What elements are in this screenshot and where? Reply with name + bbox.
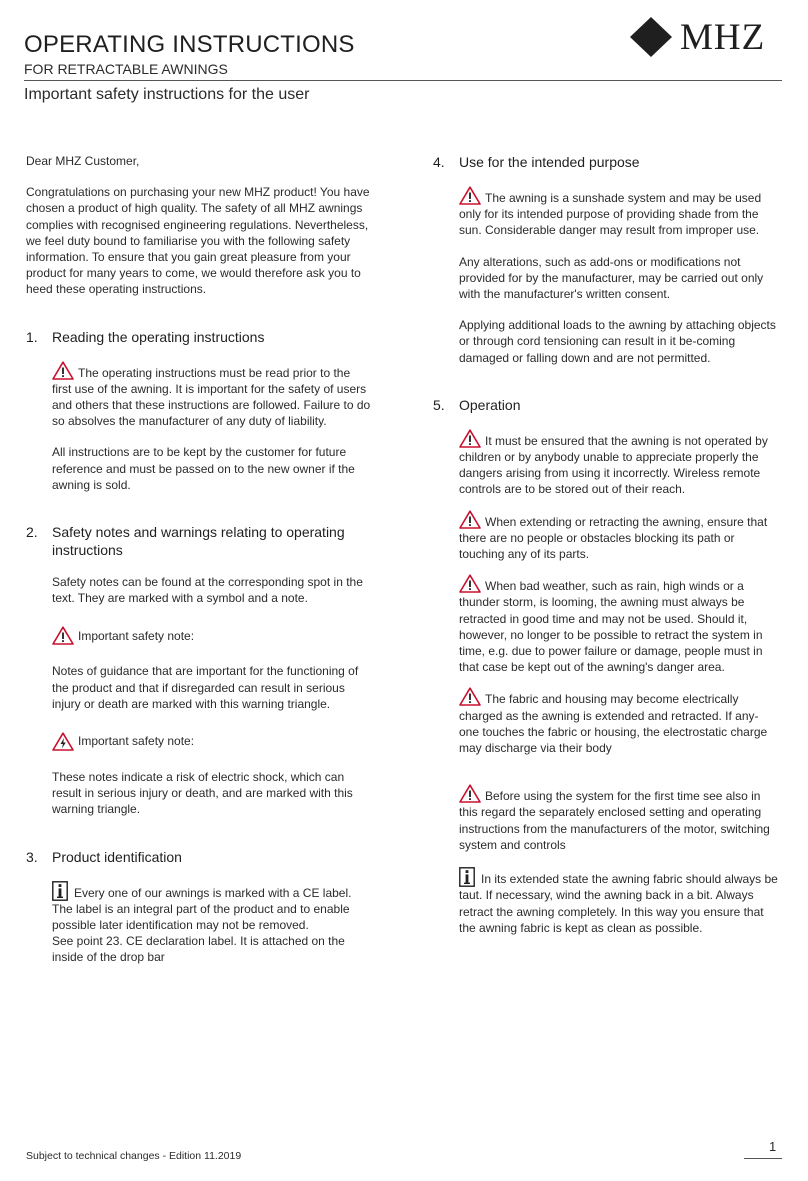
warning-triangle-icon xyxy=(459,687,481,706)
left-column xyxy=(26,153,371,981)
paragraph: All instructions are to be kept by the customer for future reference and must be passed on to the new owner if the awning is sold. xyxy=(52,445,355,492)
warning-paragraph xyxy=(459,687,778,756)
info-paragraph xyxy=(52,881,371,934)
warning-paragraph xyxy=(459,429,778,498)
info-text: In its extended state the awning fabric should always be taut. If necessary, wind the awning back in a bit. Always retract the awning completely. In this way you ensure that the awning fabric is kept as clean as possible. xyxy=(459,872,778,935)
warning-triangle-icon xyxy=(459,574,481,593)
warning-text: The fabric and housing may become electrically charged as the awning is extended and retracted. If any-one touches the fabric or housing, the electrostatic charge may discharge via their body xyxy=(459,692,768,756)
page-number-rule xyxy=(744,1158,782,1159)
section-title: Use for the intended purpose xyxy=(459,154,640,170)
warning-text: The operating instructions must be read prior to the first use of the awning. It is important for the safety of users and others that these instructions are followed. Failure to do so absolves the manufacturer of any duty of liability. xyxy=(52,365,371,429)
paragraph: See point 23. CE declaration label. It is attached on the inside of the drop bar xyxy=(52,934,345,965)
document-heading: Important safety instructions for the user xyxy=(24,86,310,103)
warning-paragraph xyxy=(52,361,371,430)
safety-note-label xyxy=(52,626,371,645)
right-column xyxy=(433,153,778,951)
info-icon xyxy=(52,881,68,901)
section-number: 3. xyxy=(26,848,38,865)
paragraph: Safety notes can be found at the corresponding spot in the text. They are marked with a symbol and a note. xyxy=(52,575,363,606)
note-label: Important safety note: xyxy=(78,734,195,749)
section-2-heading xyxy=(26,523,371,559)
warning-paragraph xyxy=(459,784,778,853)
logo-text: MHZ xyxy=(680,16,766,58)
section-number: 2. xyxy=(26,524,38,541)
mhz-logo xyxy=(629,16,765,58)
warning-text: When bad weather, such as rain, high winds or a thunder storm, is looming, the awning must always be retracted in good time and may not be used. Should it, however, no longer to be possible to retract the system in time, e.g. due to power failure or damage, people must in that case be kept out of the awning's danger area. xyxy=(459,579,763,675)
info-text: Every one of our awnings is marked with a CE label. The label is an integral part of the product and to enable possible later identification may not be removed. xyxy=(52,885,352,933)
warning-triangle-icon xyxy=(459,784,481,803)
diamond-logo-icon xyxy=(629,16,673,58)
electric-warning-icon xyxy=(52,732,74,751)
section-number: 1. xyxy=(26,328,38,345)
info-icon xyxy=(459,867,475,887)
electric-note-label xyxy=(52,732,371,751)
info-paragraph xyxy=(459,867,778,936)
section-number: 4. xyxy=(433,154,445,170)
paragraph: Notes of guidance that are important for the functioning of the product and that if disregarded can result in serious injury or death are marked with this warning triangle. xyxy=(52,664,359,711)
warning-paragraph xyxy=(459,186,778,239)
note-label: Important safety note: xyxy=(78,628,195,643)
paragraph: These notes indicate a risk of electric shock, which can result in serious injury or death, and are marked with this warning triangle. xyxy=(52,770,353,817)
section-title: Product identification xyxy=(52,848,182,865)
section-1-heading xyxy=(26,328,371,346)
warning-triangle-icon xyxy=(459,186,481,205)
warning-paragraph xyxy=(459,510,778,563)
section-title: Safety notes and warnings relating to operating instructions xyxy=(52,524,345,559)
section-title: Reading the operating instructions xyxy=(52,328,265,345)
section-5-heading xyxy=(433,396,778,414)
warning-triangle-icon xyxy=(459,510,481,529)
paragraph: Applying additional loads to the awning by attaching objects or through cord tensioning can result in it be-coming damaged or falling down and are not permitted. xyxy=(459,318,776,365)
document-subtitle: FOR RETRACTABLE AWNINGS xyxy=(24,61,228,77)
section-3-heading xyxy=(26,848,371,866)
section-title: Operation xyxy=(459,396,521,413)
warning-triangle-icon xyxy=(52,361,74,380)
warning-text: Before using the system for the first time see also in this regard the separately enclosed setting and operating instructions from the manufacturers of the motor, switching system and controls xyxy=(459,789,770,852)
footer-note: Subject to technical changes - Edition 11.2019 xyxy=(26,1150,242,1162)
warning-text: When extending or retracting the awning, ensure that there are no people or obstacles blocking its path or touching any of its parts. xyxy=(459,514,768,562)
greeting: Dear MHZ Customer, xyxy=(26,154,140,168)
warning-triangle-icon xyxy=(459,429,481,448)
document-title: OPERATING INSTRUCTIONS xyxy=(24,31,355,58)
warning-text: It must be ensured that the awning is not operated by children or by anybody unable to appreciate properly the dangers arising from using it incorrectly. Wireless remote controls are to be stored out of their reach. xyxy=(459,433,768,497)
intro-paragraph: Congratulations on purchasing your new MHZ product! You have chosen a product of high quality. The safety of all MHZ awnings complies with recognised engineering regulations. Nevertheless, we feel duty bound to familiarise you with the following safety information. To ensure that you gain great pleasure from your product for many years to come, we would therefore ask you to heed these operating instructions. xyxy=(26,185,370,297)
section-4-heading xyxy=(433,153,778,171)
warning-paragraph xyxy=(459,574,778,675)
page-number: 1 xyxy=(769,1139,777,1154)
warning-text: The awning is a sunshade system and may be used only for its intended purpose of providing shade from the sun. Considerable danger may result from improper use. xyxy=(459,191,762,238)
section-number: 5. xyxy=(433,396,445,413)
warning-triangle-icon xyxy=(52,626,74,645)
paragraph: Any alterations, such as add-ons or modifications not provided for by the manufacturer, may be carried out only with the manufacturer's written consent. xyxy=(459,254,764,302)
header-divider xyxy=(24,80,782,81)
